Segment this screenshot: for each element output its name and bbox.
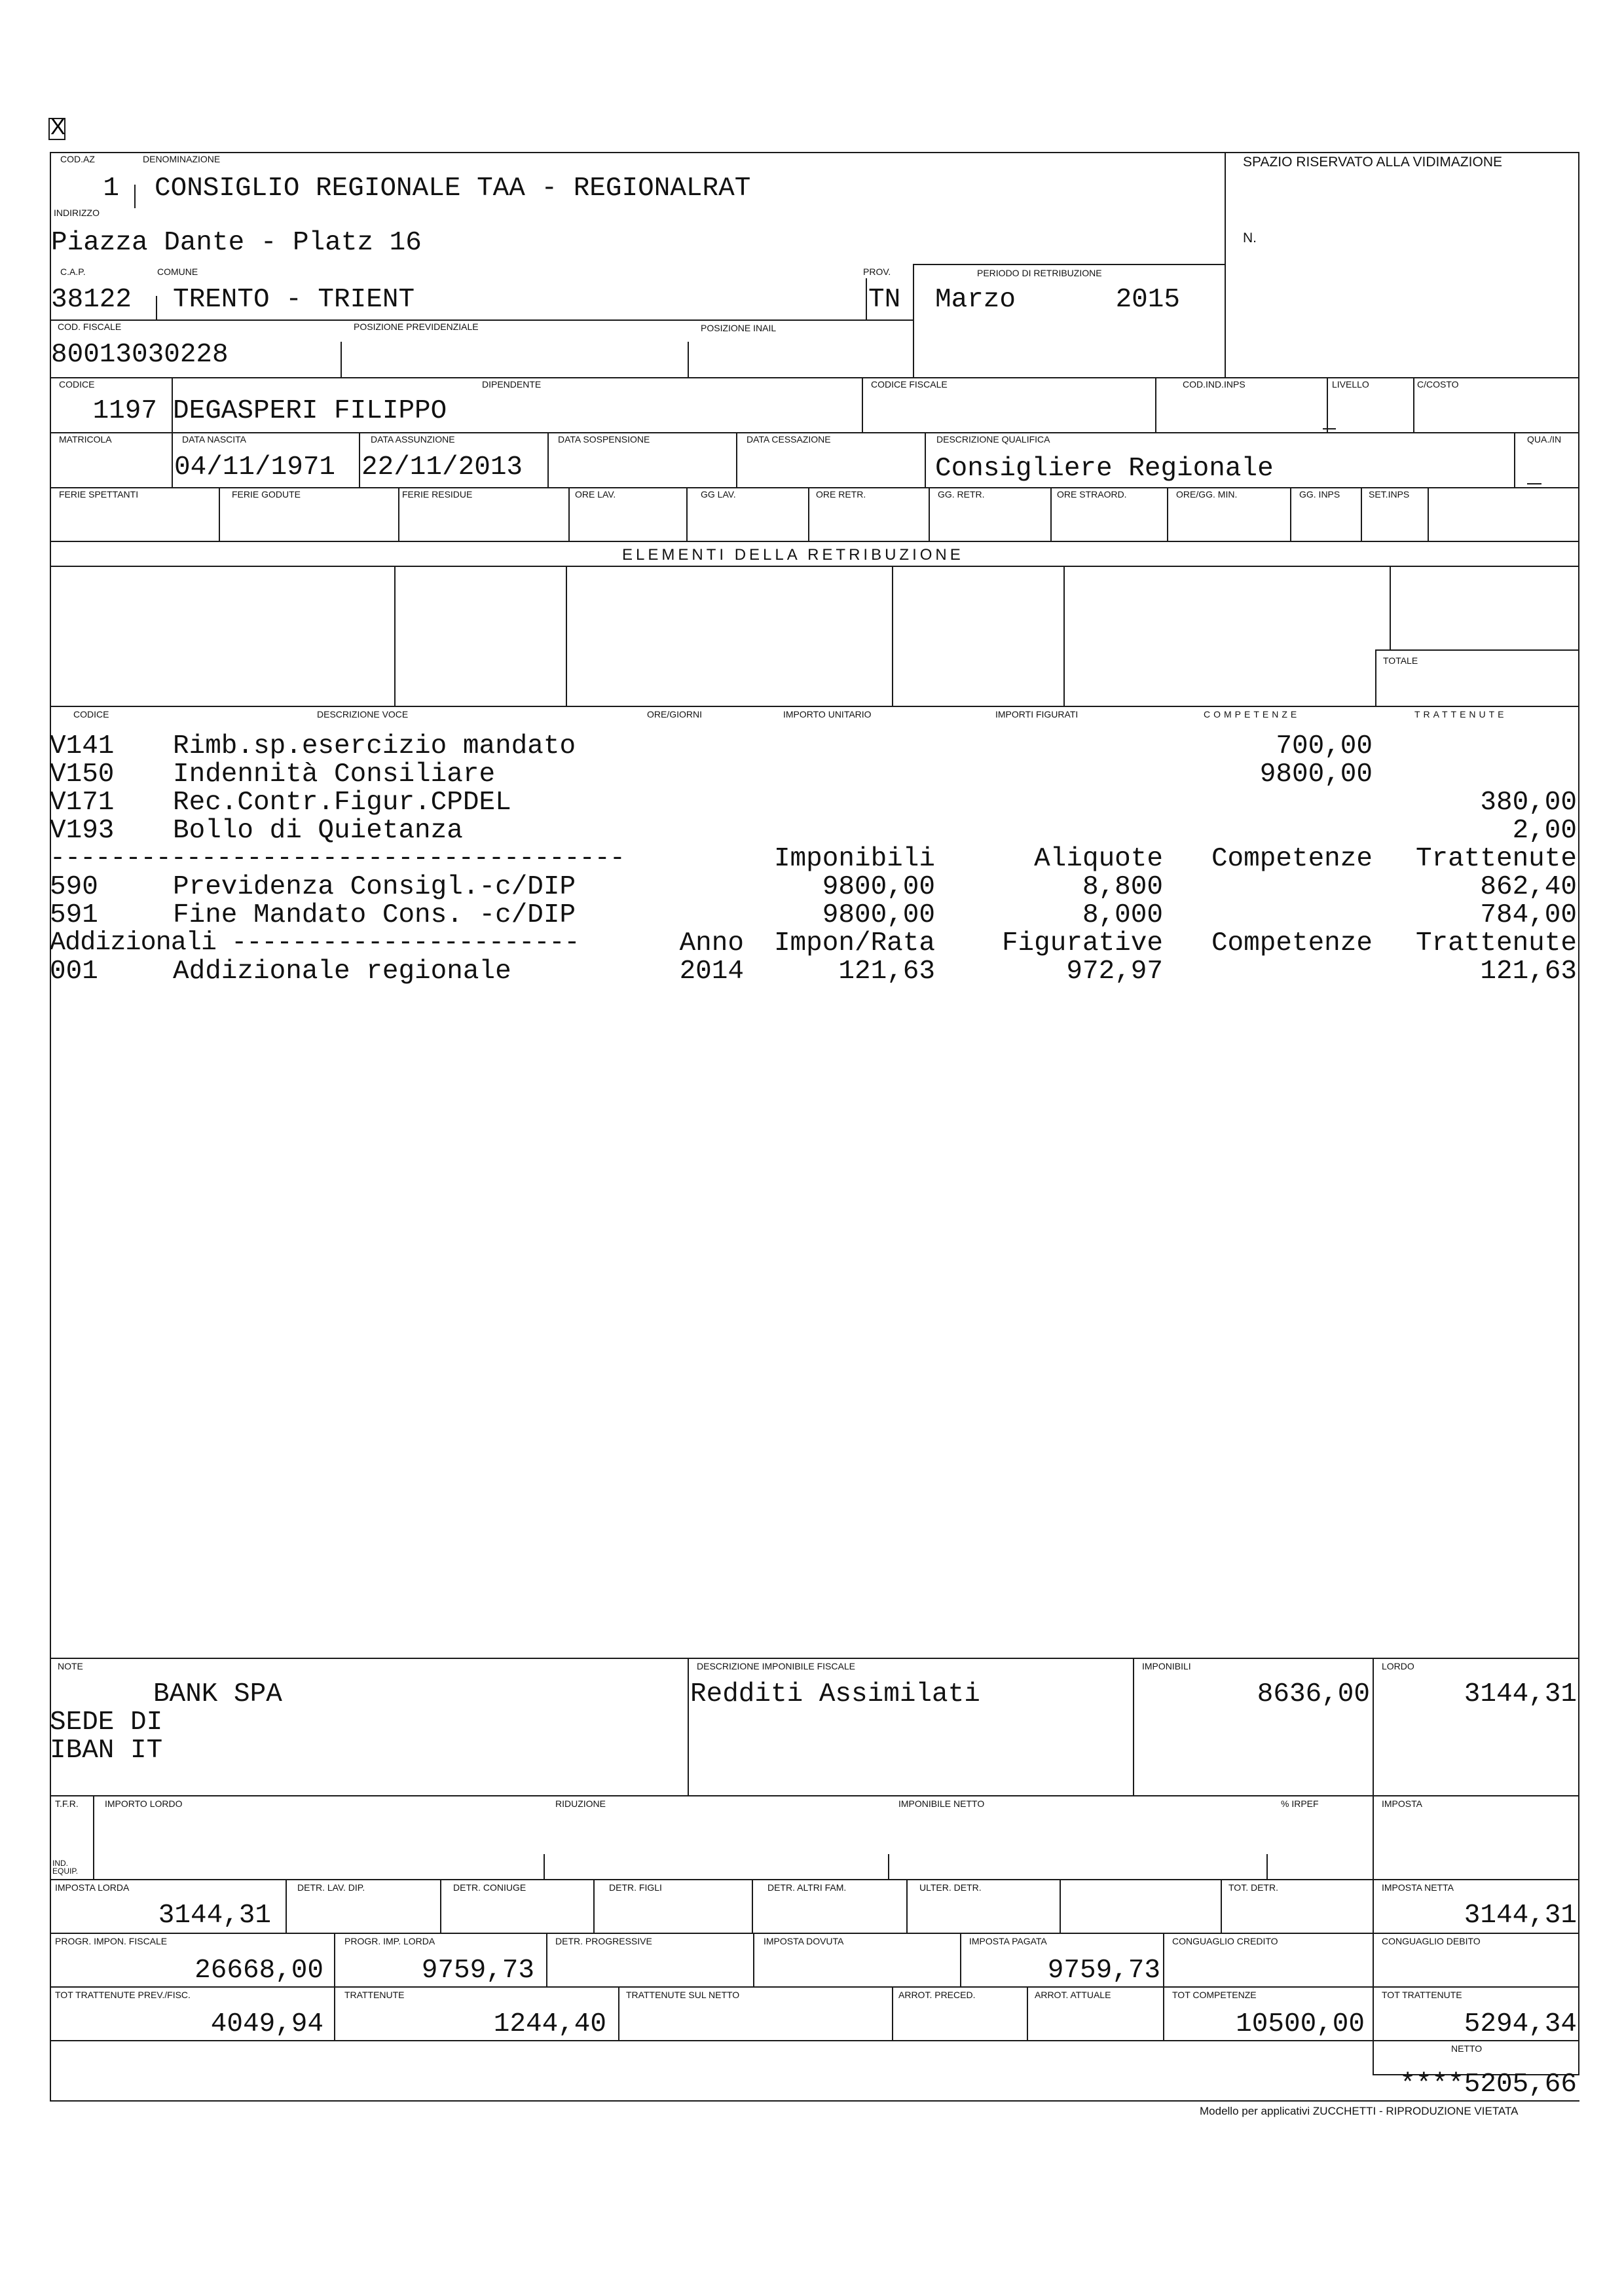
label-gg-retr: GG. RETR. [938, 489, 985, 500]
add-trattenute: 121,63 [1480, 957, 1577, 987]
data-assunzione-value: 22/11/2013 [361, 452, 523, 483]
label-netto: NETTO [1451, 2043, 1483, 2054]
label-voci-trattenute: TRATTENUTE [1414, 709, 1507, 720]
modello-footer: Modello per applicativi ZUCCHETTI - RIPRODUZIONE VIETATA [1200, 2105, 1519, 2117]
add-descrizione: Addizionale regionale [173, 957, 511, 987]
employee-name-value: DEGASPERI FILIPPO [173, 396, 447, 426]
progr-impon-fiscale-value: 26668,00 [194, 1956, 323, 1986]
label-tot-trattenute: TOT TRATTENUTE [1382, 1990, 1462, 2000]
corner-checkbox-mark: X [50, 115, 65, 139]
label-note: NOTE [58, 1661, 83, 1671]
tot-trattenute-prev-value: 4049,94 [210, 2009, 323, 2039]
label-imponibile-netto: IMPONIBILE NETTO [898, 1798, 985, 1809]
add-header-trattenute: Trattenute [1415, 928, 1577, 958]
label-ulter-detr: ULTER. DETR. [919, 1882, 982, 1893]
voce-codice: V193 [50, 816, 115, 846]
label-tot-detr: TOT. DETR. [1228, 1882, 1278, 1893]
voce-descrizione: Rec.Contr.Figur.CPDEL [173, 788, 511, 818]
descr-imponibile-value: Redditi Assimilati [690, 1679, 980, 1709]
imposta-lorda-value: 3144,31 [158, 1901, 271, 1931]
label-arrot-attuale: ARROT. ATTUALE [1035, 1990, 1111, 2000]
label-ore-retr: ORE RETR. [816, 489, 866, 500]
label-detr-coniuge: DETR. CONIUGE [453, 1882, 526, 1893]
prev-aliquota: 8,000 [1082, 900, 1163, 930]
label-ferie-spettanti: FERIE SPETTANTI [59, 489, 139, 500]
label-codice-fiscale-dip: CODICE FISCALE [871, 379, 948, 390]
label-vidimazione: SPAZIO RISERVATO ALLA VIDIMAZIONE [1243, 155, 1503, 170]
voce-descrizione: Indennità Consiliare [173, 759, 496, 790]
label-conguaglio-credito: CONGUAGLIO CREDITO [1172, 1936, 1278, 1946]
label-progr-impon-fiscale: PROGR. IMPON. FISCALE [55, 1936, 168, 1946]
label-data-assunzione: DATA ASSUNZIONE [371, 434, 455, 445]
label-imposta-netta: IMPOSTA NETTA [1382, 1882, 1454, 1893]
add-header-impon-rata: Impon/Rata [773, 928, 935, 958]
prev-imponibile: 9800,00 [822, 900, 935, 930]
label-comune: COMUNE [157, 266, 198, 277]
voce-descrizione: Rimb.sp.esercizio mandato [173, 731, 576, 761]
note-line1: BANK SPA [153, 1679, 282, 1709]
prev-header-competenze: Competenze [1211, 844, 1373, 874]
label-voci-descrizione: DESCRIZIONE VOCE [317, 709, 409, 720]
label-imposta: IMPOSTA [1382, 1798, 1422, 1809]
add-header-titolo: Addizionali ----------------------- [50, 928, 580, 958]
voce-competenze: 9800,00 [1259, 759, 1373, 790]
label-tot-trattenute-prev: TOT TRATTENUTE PREV./FISC. [55, 1990, 191, 2000]
voce-descrizione: Bollo di Quietanza [173, 816, 463, 846]
periodo-anno-value: 2015 [1115, 285, 1180, 315]
prev-trattenute: 862,40 [1480, 872, 1577, 902]
label-ore-gg-min: ORE/GG. MIN. [1176, 489, 1238, 500]
periodo-mese-value: Marzo [935, 285, 1016, 315]
lordo-value: 3144,31 [1464, 1679, 1577, 1709]
note-line2: SEDE DI [50, 1707, 163, 1738]
label-totale: TOTALE [1383, 655, 1418, 666]
label-lordo: LORDO [1382, 1661, 1414, 1671]
netto-value: ****5205,66 [1399, 2069, 1577, 2100]
prev-header-aliquote: Aliquote [1034, 844, 1163, 874]
label-codindinps: COD.IND.INPS [1183, 379, 1246, 390]
note-line3: IBAN IT [50, 1736, 163, 1766]
label-pos-inail: POSIZIONE INAIL [701, 323, 777, 333]
add-header-competenze: Competenze [1211, 928, 1373, 958]
data-nascita-value: 04/11/1971 [174, 452, 336, 483]
voce-codice: V141 [50, 731, 115, 761]
prev-codice: 590 [50, 872, 98, 902]
label-data-nascita: DATA NASCITA [182, 434, 247, 445]
tot-competenze-value: 10500,00 [1236, 2009, 1365, 2039]
label-tot-competenze: TOT COMPETENZE [1172, 1990, 1257, 2000]
prev-header-dashes: -------------------------------------- [50, 844, 625, 873]
label-riduzione: RIDUZIONE [555, 1798, 606, 1809]
label-imposta-pagata: IMPOSTA PAGATA [969, 1936, 1047, 1946]
label-detr-lav-dip: DETR. LAV. DIP. [297, 1882, 365, 1893]
voce-trattenute: 2,00 [1512, 816, 1577, 846]
label-detr-altri-fam: DETR. ALTRI FAM. [767, 1882, 847, 1893]
prev-imponibile: 9800,00 [822, 872, 935, 902]
label-perc-irpef: % IRPEF [1281, 1798, 1319, 1809]
label-voci-importo-unitario: IMPORTO UNITARIO [783, 709, 872, 720]
label-trattenute: TRATTENUTE [344, 1990, 405, 2000]
label-gg-inps: GG. INPS [1299, 489, 1340, 500]
label-emp-codice: CODICE [59, 379, 95, 390]
label-ferie-residue: FERIE RESIDUE [402, 489, 473, 500]
label-periodo: PERIODO DI RETRIBUZIONE [977, 268, 1102, 278]
label-voci-importi-figurati: IMPORTI FIGURATI [995, 709, 1079, 720]
imponibili-value: 8636,00 [1257, 1679, 1370, 1709]
label-qua-in: QUA./IN [1527, 434, 1562, 445]
prev-descrizione: Fine Mandato Cons. -c/DIP [173, 900, 576, 930]
label-detr-progressive: DETR. PROGRESSIVE [555, 1936, 652, 1946]
label-ore-lav: ORE LAV. [575, 489, 616, 500]
prev-descrizione: Previdenza Consigl.-c/DIP [173, 872, 576, 902]
label-progr-imp-lorda: PROGR. IMP. LORDA [344, 1936, 435, 1946]
label-importo-lordo: IMPORTO LORDO [105, 1798, 183, 1809]
frame-right [1578, 152, 1579, 2075]
voce-competenze: 700,00 [1276, 731, 1373, 761]
imposta-netta-value: 3144,31 [1464, 1901, 1577, 1931]
corner-checkbox [48, 115, 65, 140]
progr-imp-lorda-value: 9759,73 [421, 1956, 534, 1986]
prev-codice: 591 [50, 900, 98, 930]
label-livello: LIVELLO [1332, 379, 1369, 390]
label-imponibili: IMPONIBILI [1142, 1661, 1191, 1671]
add-header-figurative: Figurative [1001, 928, 1163, 958]
label-voci-competenze: COMPETENZE [1204, 709, 1301, 720]
label-ind-equip: IND. EQUIP. [52, 1859, 79, 1876]
codfiscale-value: 80013030228 [51, 340, 229, 370]
cod-az-value: 1 [103, 173, 119, 204]
prev-header-imponibili: Imponibili [773, 844, 935, 874]
label-set-inps: SET.INPS [1369, 489, 1410, 500]
label-detr-figli: DETR. FIGLI [609, 1882, 662, 1893]
prev-aliquota: 8,800 [1082, 872, 1163, 902]
employee-codice-value: 1197 [92, 396, 157, 426]
label-prov: PROV. [863, 266, 891, 277]
add-impon-rata: 121,63 [838, 957, 935, 987]
label-data-cessazione: DATA CESSAZIONE [747, 434, 831, 445]
label-ferie-godute: FERIE GODUTE [232, 489, 301, 500]
denominazione-value: CONSIGLIO REGIONALE TAA - REGIONALRAT [155, 173, 751, 204]
qualifica-value: Consigliere Regionale [935, 454, 1274, 484]
voce-codice: V150 [50, 759, 115, 790]
label-codfiscale: COD. FISCALE [58, 321, 122, 332]
label-dipendente: DIPENDENTE [482, 379, 542, 390]
label-data-sospensione: DATA SOSPENSIONE [558, 434, 650, 445]
label-codaz: COD.AZ [60, 154, 95, 164]
label-voci-codice: CODICE [73, 709, 109, 720]
label-ore-straord: ORE STRAORD. [1057, 489, 1127, 500]
label-denominazione: DENOMINAZIONE [143, 154, 221, 164]
label-descr-imponibile: DESCRIZIONE IMPONIBILE FISCALE [697, 1661, 855, 1671]
label-cap: C.A.P. [60, 266, 86, 277]
add-header-anno: Anno [679, 928, 744, 958]
add-figurative: 972,97 [1066, 957, 1163, 987]
indirizzo-value: Piazza Dante - Platz 16 [51, 228, 422, 258]
label-tfr: T.F.R. [55, 1798, 79, 1809]
elementi-title: ELEMENTI DELLA RETRIBUZIONE [622, 546, 964, 564]
voce-codice: V171 [50, 788, 115, 818]
label-voci-ore-giorni: ORE/GIORNI [647, 709, 703, 720]
label-descr-qualifica: DESCRIZIONE QUALIFICA [936, 434, 1050, 445]
add-anno: 2014 [679, 957, 744, 987]
add-codice: 001 [50, 957, 98, 987]
prev-trattenute: 784,00 [1480, 900, 1577, 930]
label-trattenute-sul-netto: TRATTENUTE SUL NETTO [626, 1990, 740, 2000]
label-n: N. [1243, 230, 1257, 246]
prev-header-trattenute: Trattenute [1415, 844, 1577, 874]
prov-value: TN [868, 285, 901, 315]
trattenute-value: 1244,40 [493, 2009, 606, 2039]
label-pos-prev: POSIZIONE PREVIDENZIALE [354, 321, 479, 332]
label-conguaglio-debito: CONGUAGLIO DEBITO [1382, 1936, 1481, 1946]
label-arrot-preced: ARROT. PRECED. [898, 1990, 976, 2000]
frame-left [50, 152, 51, 2102]
comune-value: TRENTO - TRIENT [173, 285, 415, 315]
label-gg-lav: GG LAV. [701, 489, 736, 500]
label-imposta-lorda: IMPOSTA LORDA [55, 1882, 130, 1893]
label-ccosto: C/COSTO [1417, 379, 1459, 390]
frame-bottom [50, 2100, 1579, 2102]
label-indirizzo: INDIRIZZO [54, 208, 100, 218]
imposta-pagata-value: 9759,73 [1047, 1956, 1160, 1986]
label-matricola: MATRICOLA [59, 434, 112, 445]
label-imposta-dovuta: IMPOSTA DOVUTA [764, 1936, 844, 1946]
frame-top [50, 152, 1579, 153]
tot-trattenute-value: 5294,34 [1464, 2009, 1577, 2039]
cap-value: 38122 [51, 285, 132, 315]
voce-trattenute: 380,00 [1480, 788, 1577, 818]
